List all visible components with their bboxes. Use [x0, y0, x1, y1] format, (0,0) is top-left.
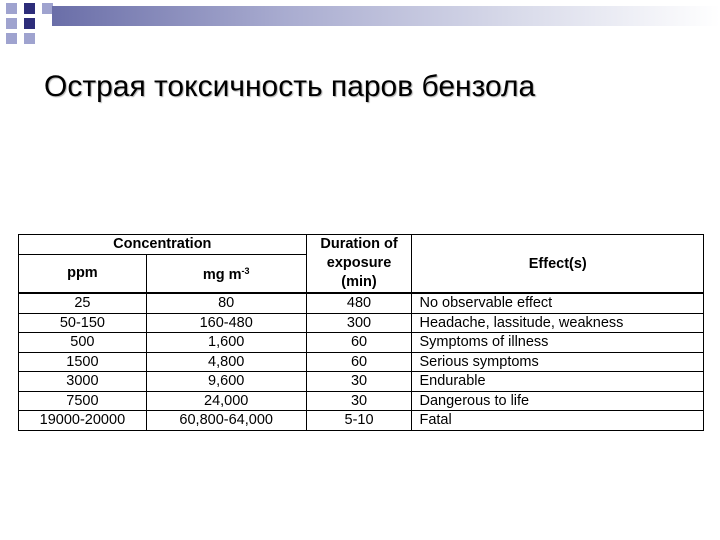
decor-square-6: [6, 33, 17, 44]
header-mgm-unit: mg m: [202, 267, 242, 284]
cell-mgm3: 24,000: [146, 391, 306, 411]
top-gradient-band: [52, 6, 720, 26]
cell-effect: Symptoms of illness: [412, 333, 704, 353]
table-row: [19, 333, 704, 353]
cell-mgm3: 4,800: [146, 352, 306, 372]
cell-duration: 60: [306, 333, 412, 353]
decor-square-5: [24, 18, 35, 29]
header-mgm-exponent: -3: [241, 266, 250, 277]
slide-title: Острая токсичность паров бензола: [44, 70, 536, 103]
cell-effect: Serious symptoms: [412, 352, 704, 372]
cell-duration: 60: [306, 352, 412, 372]
cell-duration: 5-10: [306, 411, 412, 431]
table-row: [19, 372, 704, 392]
table-row: [19, 313, 704, 333]
cell-duration: 300: [306, 313, 412, 333]
table-body: [19, 293, 704, 430]
table-row: [19, 352, 704, 372]
cell-duration: 30: [306, 391, 412, 411]
decor-square-2: [24, 3, 35, 14]
cell-effect: Dangerous to life: [412, 391, 704, 411]
cell-mgm3: 1,600: [146, 333, 306, 353]
table-row: [19, 411, 704, 431]
header-mgm3: [146, 254, 306, 293]
cell-mgm3: 60,800-64,000: [146, 411, 306, 431]
cell-ppm: 25: [19, 293, 147, 313]
cell-mgm3: 80: [146, 293, 306, 313]
cell-ppm: 3000: [19, 372, 147, 392]
cell-ppm: 19000-20000: [19, 411, 147, 431]
header-ppm: ppm: [19, 254, 147, 293]
decor-square-1: [6, 3, 17, 14]
decor-square-4: [6, 18, 17, 29]
header-effects: Effect(s): [412, 235, 704, 294]
header-duration: Duration of exposure (min): [306, 235, 412, 294]
cell-mgm3: 9,600: [146, 372, 306, 392]
cell-duration: 30: [306, 372, 412, 392]
benzene-toxicity-table: [18, 234, 704, 431]
cell-effect: No observable effect: [412, 293, 704, 313]
header-concentration: Concentration: [19, 235, 307, 255]
cell-ppm: 7500: [19, 391, 147, 411]
cell-duration: 480: [306, 293, 412, 313]
cell-effect: Endurable: [412, 372, 704, 392]
cell-ppm: 50-150: [19, 313, 147, 333]
cell-effect: Headache, lassitude, weakness: [412, 313, 704, 333]
table-row: [19, 293, 704, 313]
table-row: [19, 391, 704, 411]
decor-square-7: [24, 33, 35, 44]
cell-ppm: 1500: [19, 352, 147, 372]
cell-ppm: 500: [19, 333, 147, 353]
cell-mgm3: 160-480: [146, 313, 306, 333]
cell-effect: Fatal: [412, 411, 704, 431]
